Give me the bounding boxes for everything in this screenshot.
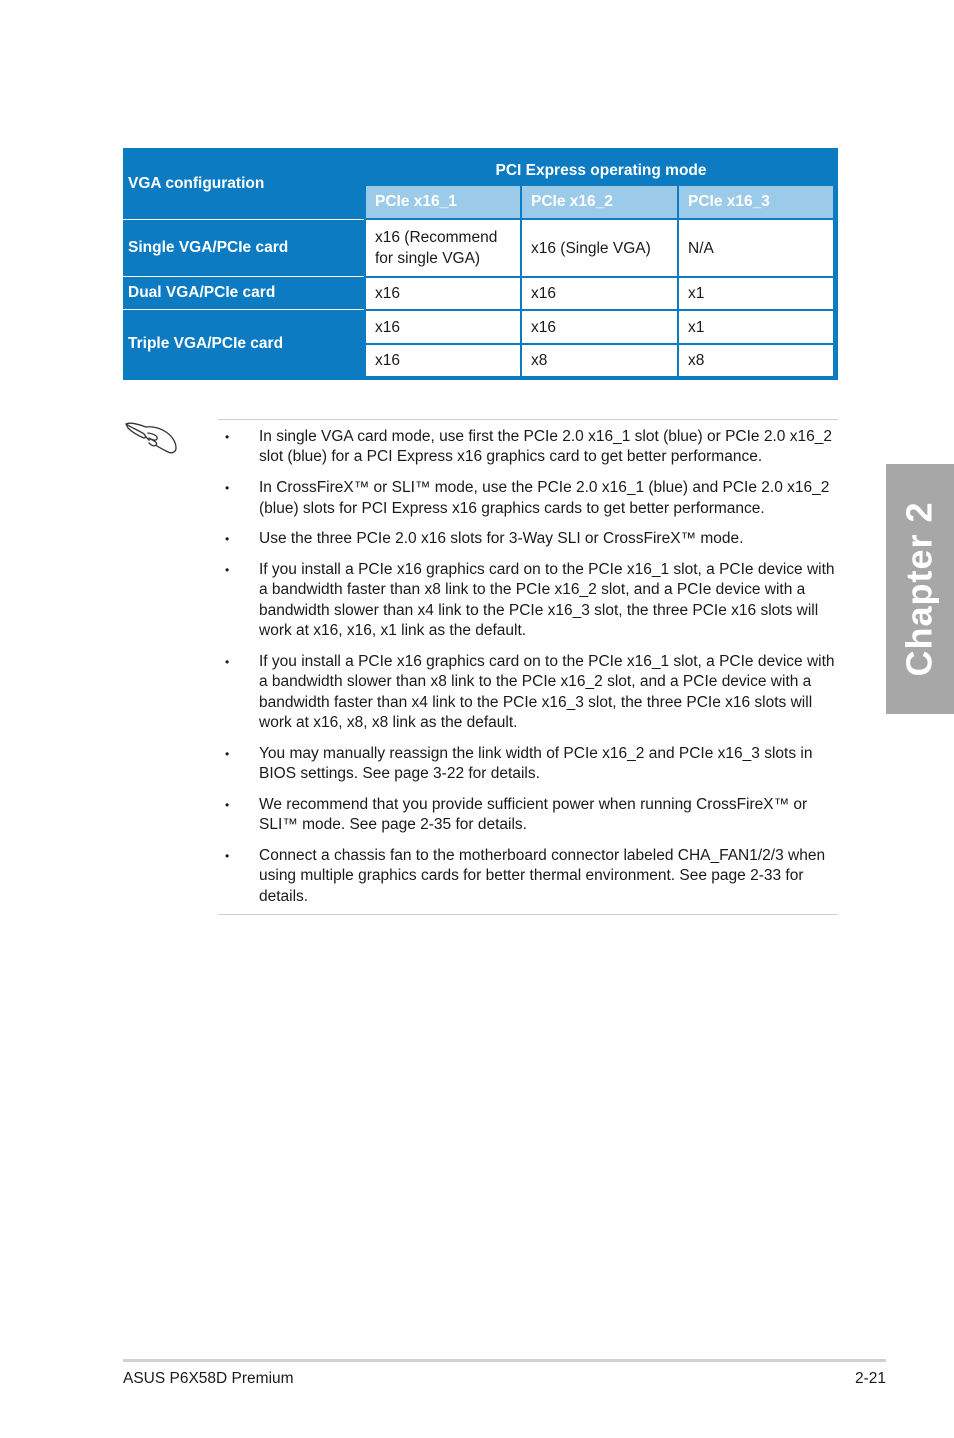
vga-configuration-table: [123, 148, 838, 380]
column-header-pcie-x16-3: PCIe x16_3: [679, 186, 833, 218]
table-cell: x16: [366, 345, 520, 376]
note-text: If you install a PCIe x16 graphics card on to the PCIe x16_1 slot, a PCIe device with a bandwidth slower than x8 link to the PCIe x16_2 slot, and a PCIe device with a bandwidth faster than x4 link to the PCIe x16_3 slot, the three PCIe x16 slots will work at x16, x8, x8 link as the default.: [259, 652, 835, 732]
table-cell: x16: [522, 311, 677, 343]
bullet: •: [225, 848, 230, 863]
row-label-triple-vga: Triple VGA/PCIe card: [128, 335, 284, 352]
bullet: •: [225, 654, 230, 669]
header-pci-express-mode: PCI Express operating mode: [495, 161, 707, 179]
note-text: In single VGA card mode, use first the PCIe 2.0 x16_1 slot (blue) or PCIe 2.0 x16_2 slot (blue) for a PCI Express x16 graphics card to get better performance.: [259, 428, 832, 466]
table-cell: x8: [522, 345, 677, 376]
footer-rule: [123, 1359, 886, 1362]
note-text: If you install a PCIe x16 graphics card on to the PCIe x16_1 slot, a PCIe device with a bandwidth faster than x8 link to the PCIe x16_2 slot, and a PCIe device with a bandwidth slower than x4 link to the PCIe x16_3 slot, the three PCIe x16 slots will work at x16, x16, x1 link as the default.: [259, 560, 835, 640]
list-item: [218, 529, 838, 549]
footer-product-name: ASUS P6X58D Premium: [123, 1370, 294, 1387]
bullet: •: [225, 430, 230, 444]
list-item: [218, 744, 838, 785]
chapter-label: Chapter 2: [899, 501, 941, 677]
bullet: •: [225, 746, 230, 761]
note-top-rule: [218, 419, 838, 420]
column-header-pcie-x16-2: PCIe x16_2: [522, 186, 677, 218]
note-list: [218, 427, 838, 918]
list-item: [218, 846, 838, 907]
note-text: In CrossFireX™ or SLI™ mode, use the PCIe 2.0 x16_1 (blue) and PCIe 2.0 x16_2 (blue) slots for PCI Express x16 graphics cards to get better performance.: [259, 479, 830, 517]
table-cell: x16: [522, 278, 677, 309]
table-cell: x1: [679, 311, 833, 343]
column-header-pcie-x16-1: PCIe x16_1: [366, 186, 520, 218]
table-cell: x8: [679, 345, 833, 376]
table-cell: x16: [366, 278, 520, 309]
list-item: [218, 427, 838, 468]
bullet: •: [225, 481, 230, 496]
bullet: •: [225, 797, 230, 812]
table-cell: x16: [366, 311, 520, 343]
bullet: •: [225, 532, 230, 547]
table-cell: x16 (Single VGA): [522, 220, 677, 276]
note-text: We recommend that you provide sufficient power when running CrossFireX™ or SLI™ mode. See page 2-35 for details.: [259, 795, 808, 834]
footer-page-number: 2-21: [854, 1370, 886, 1387]
header-vga-configuration: VGA configuration: [128, 174, 265, 192]
list-item: [218, 652, 838, 734]
table-cell: x16 (Recommend for single VGA): [366, 220, 520, 276]
hand-pointing-icon: [124, 414, 180, 456]
chapter-side-tab: [886, 464, 954, 714]
table-cell: x1: [679, 278, 833, 309]
list-item: [218, 795, 838, 836]
row-label-single-vga: Single VGA/PCIe card: [128, 239, 289, 256]
list-item: [218, 560, 838, 642]
row-label-dual-vga: Dual VGA/PCIe card: [128, 284, 276, 301]
note-text: Use the three PCIe 2.0 x16 slots for 3-Way SLI or CrossFireX™ mode.: [259, 530, 744, 548]
note-bottom-rule: [218, 914, 838, 915]
note-text: Connect a chassis fan to the motherboard connector labeled CHA_FAN1/2/3 when using multiple graphics cards for better thermal environment. See page 2-33 for details.: [259, 846, 826, 905]
bullet: •: [225, 562, 230, 577]
table-cell: N/A: [679, 220, 833, 276]
note-text: You may manually reassign the link width of PCIe x16_2 and PCIe x16_3 slots in BIOS settings. See page 3-22 for details.: [259, 744, 813, 783]
list-item: [218, 478, 838, 519]
